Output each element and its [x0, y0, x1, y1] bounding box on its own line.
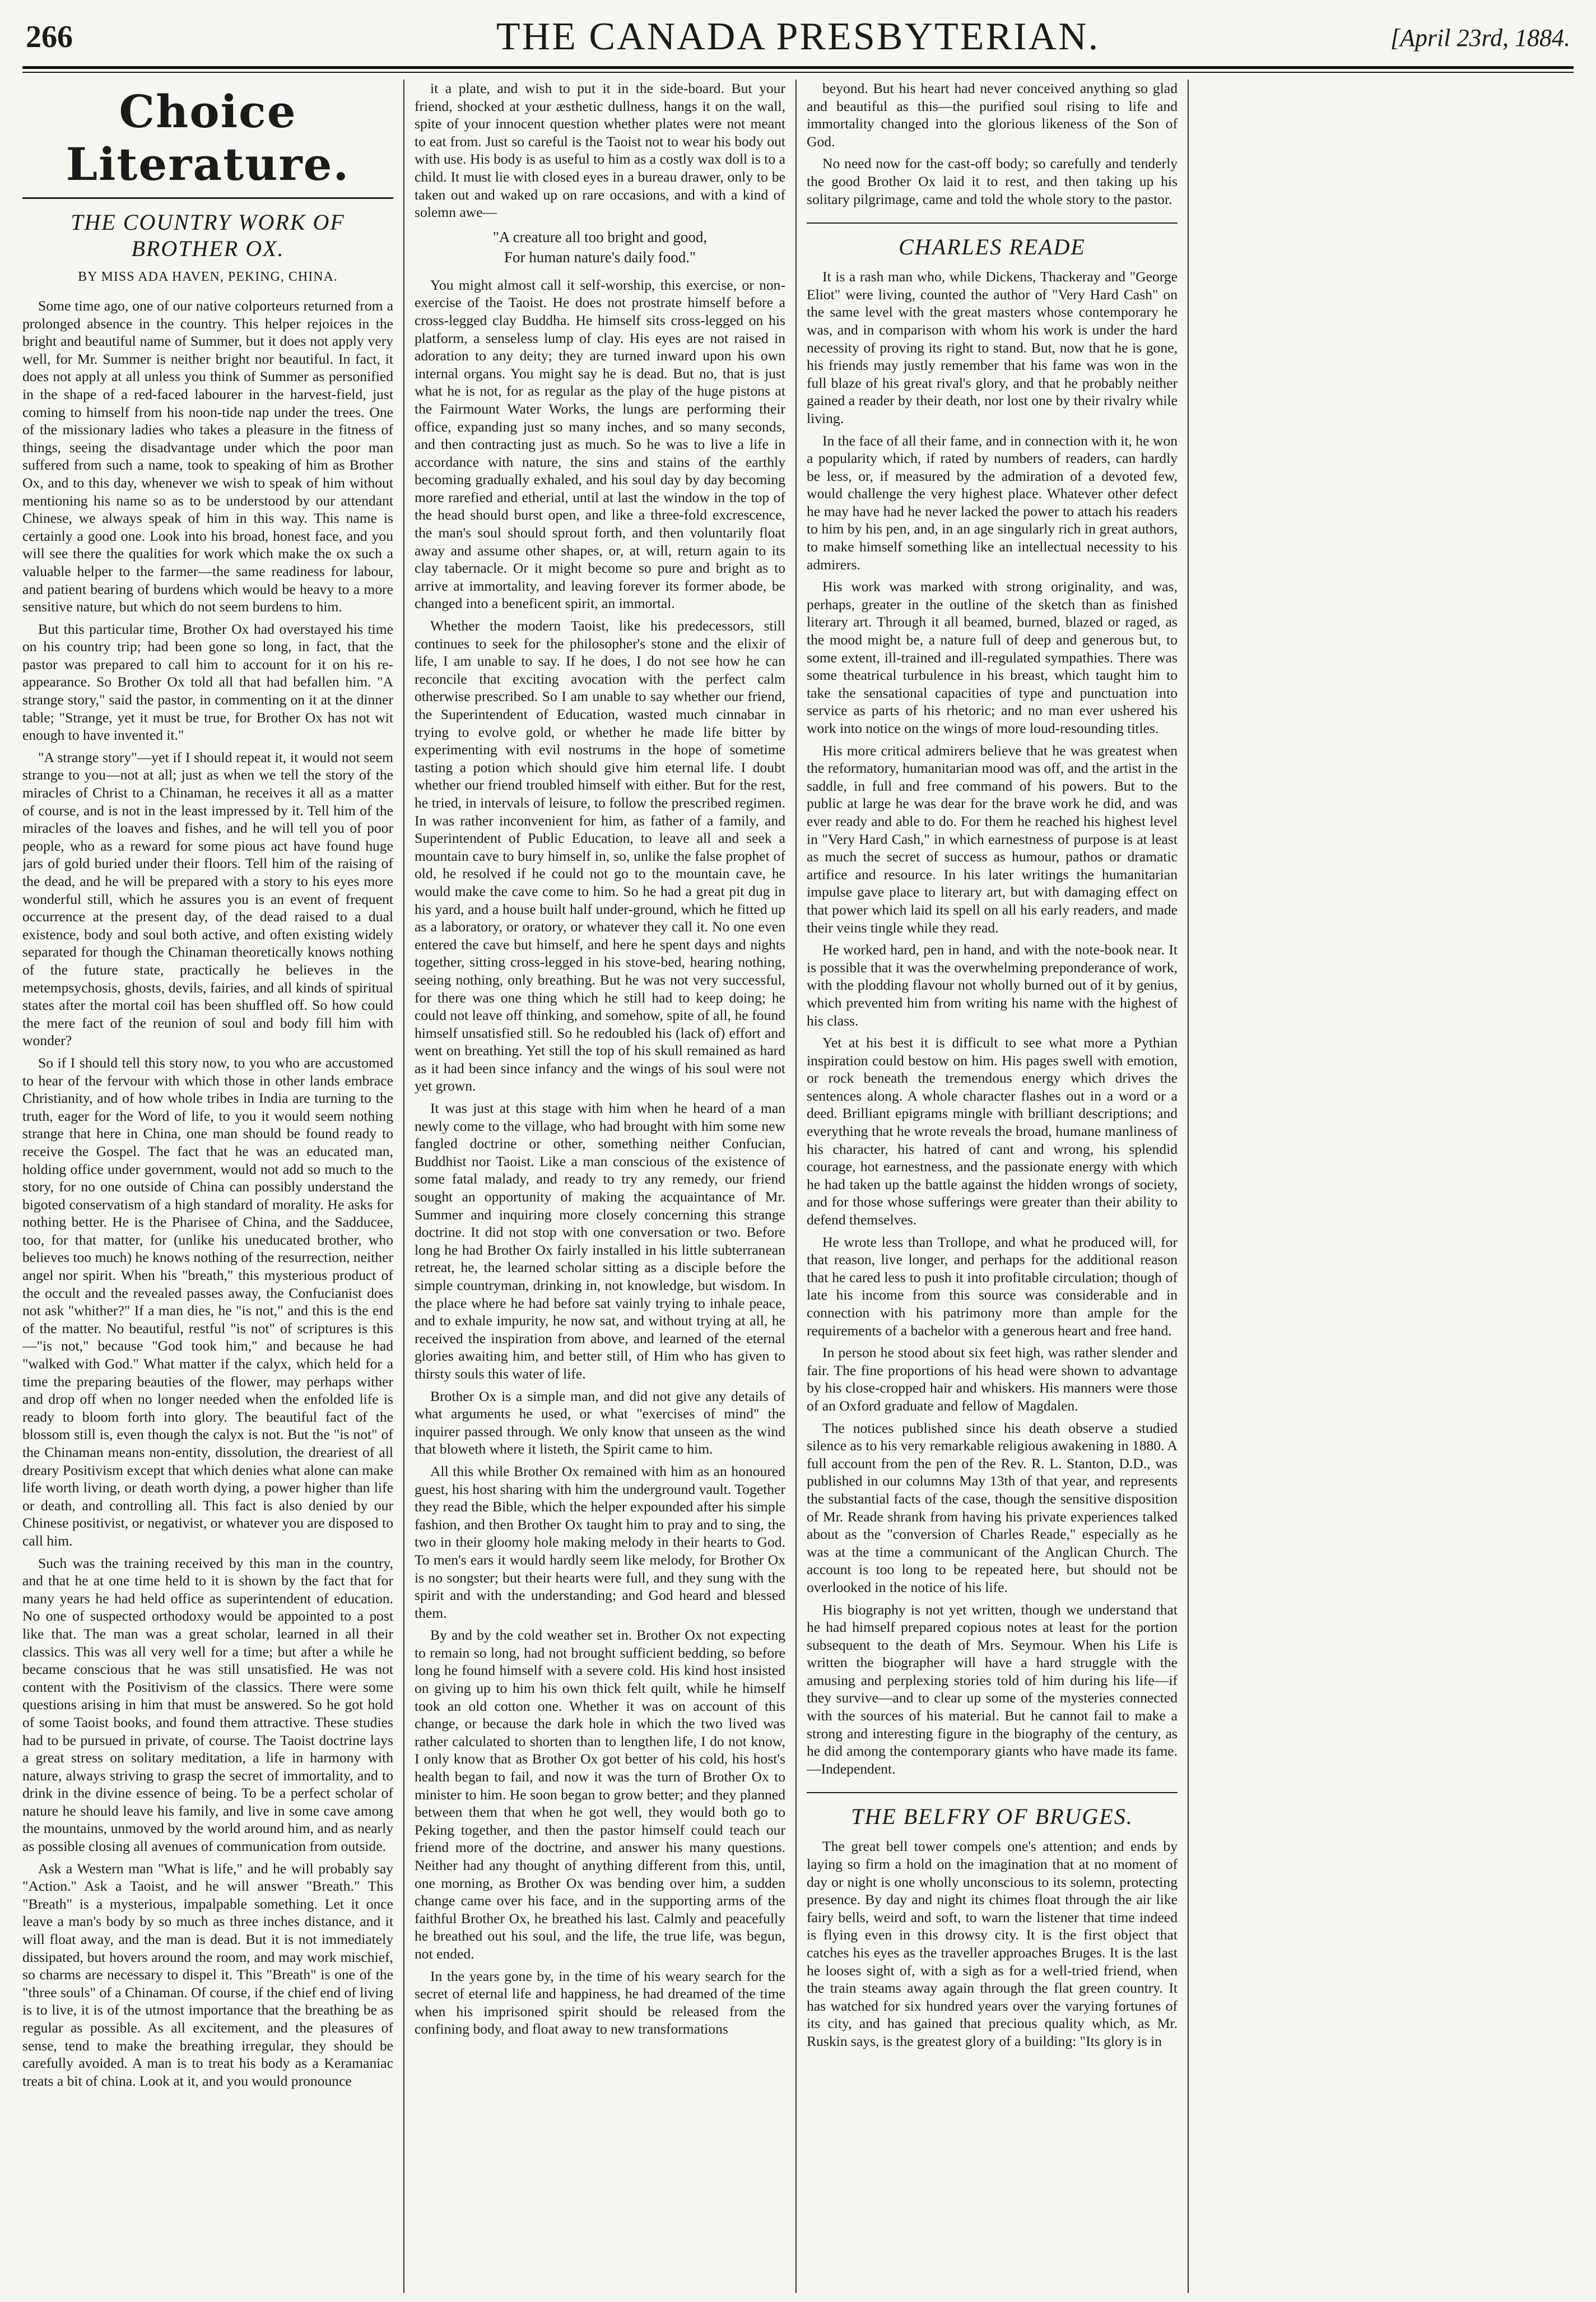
column-divider	[795, 80, 797, 2293]
paragraph: It is a rash man who, while Dickens, Thackeray and "George Eliot" were living, counted the author of "Very Hard Cash" on the same level with the great masters whose contemporary he was, and in comparison with whom his work is under the hard necessity of proving its right to stand. But, now that he is gone, his friends may justly remember that his fame was won in the full blaze of his great rival's glory, and that he probably neither gained a reader by their death, nor lost one by their rivalry while living.	[807, 268, 1178, 426]
paragraph: All this while Brother Ox remained with him as an honoured guest, his host sharing with him the underground vault. Together they read the Bible, which the helper expounded after his simple fashion, and then Brother Ox taught him to pray and to sing, the two in their gloomy hole making melody in their hearts to God. To men's ears it would hardly seem like melody, for Brother Ox is no songster; but their hearts were full, and they sung with the spirit and with the understanding; and God heard and blessed them.	[415, 1463, 785, 1621]
paragraph: No need now for the cast-off body; so carefully and tenderly the good Brother Ox laid it to rest, and then taking up his solitary pilgrimage, came and told the whole story to the pastor.	[807, 155, 1178, 207]
paragraph: Some time ago, one of our native colporteurs returned from a prolonged absence in the country. This helper rejoices in the bright and beautiful name of Summer, but it does not apply very well, for Mr. Summer is neither bright nor beautiful. In fact, it does not apply at all unless you think of Summer as personified in the shape of a red-faced labourer in the harvest-field, just coming to himself from his noon-tide nap under the trees. One of the missionary ladies who takes a pleasure in the fitness of things, seeing the disadvantage under which the poor man suffered from such a name, took to speaking of him as Brother Ox, and to this day, whenever we wish to speak of him without mentioning his name so as to be understood by our attendant Chinese, we always speak of him in this way. This name is certainly a good one. Look into his broad, honest face, and you will see there the qualities for work which make the ox such a valuable helper to the farmer—the same readiness for labour, and patient bearing of burdens which would be heavy to a more sensitive nature, but which do not seem burdens to him.	[22, 298, 393, 615]
article-title: CHARLES READE	[807, 222, 1178, 260]
section-heading: Choice Literature.	[22, 85, 393, 199]
paragraph: His more critical admirers believe that he was greatest when the reformatory, humanitarian mood was off, and the artist in the saddle, in full and free command of his powers. But to the public at large he was dear for the brave work he did, and was ever ready and able to do. For them he reached his highest level in "Very Hard Cash," in which earnestness of purpose is at least as much the secret of success as humour, pathos or dramatic artifice and resource. In his later writings the humanitarian impulse gave place to literary art, but with damaging effect on that power which laid its spell on all his early readers, and made their veins tingle while they read.	[807, 742, 1178, 936]
header-rule	[22, 66, 1574, 69]
column-2	[415, 80, 785, 2293]
paragraph: But this particular time, Brother Ox had overstayed his time on his country trip; had been gone so long, in fact, that the pastor was prepared to call him to account for it on his re-appearance. So Brother Ox told all that had befallen him. "A strange story," said the pastor, in commenting on it at the dinner table; "Strange, yet it must be true, for Brother Ox has not wit enough to have invented it."	[22, 620, 393, 744]
column-3	[807, 80, 1178, 2293]
article-body	[22, 297, 393, 2090]
article-body	[807, 268, 1178, 1777]
page-columns	[22, 80, 1574, 2293]
poem-line: For human nature's daily food."	[504, 248, 696, 266]
paragraph: You might almost call it self-worship, this exercise, or non-exercise of the Taoist. He does not prostrate himself before a cross-legged clay Buddha. He himself sits cross-legged on his platform, a senseless lump of clay. His eyes are not raised in adoration to any deity; they are turned inward upon his own internal organs. You might say he is dead. But no, that is just what he is not, for as regular as the play of the huge pistons at the Fairmount Water Works, the lungs are performing their office, expanding just so many inches, and so many seconds, and then contracting just as much. So he was to live a life in accordance with nature, the sins and stains of the earthly becoming gradually exhaled, and his soul day by day becoming more rarefied and etherial, until at last the window in the top of the head should burst open, and like a three-fold excrescence, the man's soul should sprout forth, and then voluntarily float away and assume other shapes, or, at will, return again to its clay tabernacle. Or it might become so pure and bright as to arrive at immortality, and leaving forever its former abode, be changed into a beneficent spirit, an immortal.	[415, 276, 785, 612]
page-number: 266	[26, 20, 73, 54]
paragraph: He worked hard, pen in hand, and with the note-book near. It is possible that it was the overwhelming preponderance of work, with the plodding flavour not wholly burned out of it by genius, which prevented him from writing his name with the highest of his class.	[807, 941, 1178, 1029]
poem-quote	[415, 227, 785, 267]
column-4	[1199, 80, 1574, 2293]
article-title: THE BELFRY OF BRUGES.	[807, 1792, 1178, 1830]
paragraph: He wrote less than Trollope, and what he produced will, for that reason, live longer, and perhaps for the additional reason that he cared less to push it into profitable circulation; though of late his income from this source was considerable and in connection with his patrimony more than ample for the requirements of a bachelor with a generous heart and free hand.	[807, 1233, 1178, 1339]
paragraph: Brother Ox is a simple man, and did not give any details of what arguments he used, or what "exercises of mind" the inquirer passed through. We only know that unseen as the wind that bloweth where it listeth, the Spirit came to him.	[415, 1387, 785, 1458]
poem-line: "A creature all too bright and good,	[492, 228, 708, 245]
article-body	[415, 80, 785, 221]
paragraph: So if I should tell this story now, to you who are accustomed to hear of the fervour with which those in other lands embrace Christianity, and of how whole tribes in India are turning to the truth, eager for the Word of life, to you it would seem nothing strange that here in China, one man should be found ready to receive the Gospel. The fact that he was an educated man, holding office under government, would not add so much to the story, for no one outside of China can possibly understand the bigoted conservatism of a high standard of morality. He asks for nothing better. He is the Pharisee of China, and the Sadducee, too, for that matter, for (unlike his uneducated brother, who believes too much) he knows nothing of the resurrection, neither angel nor spirit. When his "breath," this mysterious product of the occult and the revealed passes away, the Confucianist does not ask "whither?" If a man dies, he "is not," and this is the end of the matter. No beautiful, restful "is not" of scriptures is this—"is not," because "God took him," and because he had "walked with God." What matter if the calyx, which held for a time the preparing beauties of the flower, may perhaps wither and drop off when no longer needed when the enfolded life is ready to bloom forth into glory. The beautiful fact of the blossom still is, even though the calyx is not. But the "is not" of the Chinaman means non-entity, dissolution, the dreariest of all dreary Positivism except that which denies what alone can make life worth living, or death worth dying, a power higher than life or death, and controlling all. This fact is also denied by our Chinese positivist, or negativist, or whatever you are disposed to call him.	[22, 1054, 393, 1549]
paragraph: His biography is not yet written, though we understand that he had himself prepared copious notes at least for the portion subsequent to the death of Mrs. Seymour. When his Life is written the biographer will have a hard struggle with the amusing and perplexing stories told of him during his life—if they survive—and to clear up some of the mysteries connected with the sources of his material. But he cannot fail to make a strong and interesting figure in the biography of the century, as he did among the contemporary giants who have made its fame.—Independent.	[807, 1601, 1178, 1777]
paragraph: In person he stood about six feet high, was rather slender and fair. The fine proportions of his head were shown to advantage by his close-cropped hair and whiskers. His manners were those of an Oxford graduate and fellow of Magdalen.	[807, 1344, 1178, 1414]
paragraph: beyond. But his heart had never conceived anything so glad and beautiful as this—the purified soul rising to life and immortality changed into the glorious likeness of the Son of God.	[807, 80, 1178, 150]
article-title: THE COUNTRY WORK OF BROTHER OX.	[71, 210, 345, 261]
column-divider	[403, 80, 404, 2293]
column-1	[22, 80, 393, 2293]
column-divider	[1188, 80, 1189, 2293]
masthead: THE CANADA PRESBYTERIAN.	[496, 15, 1100, 58]
article-byline: BY MISS ADA HAVEN, PEKING, CHINA.	[78, 270, 338, 284]
article-body	[415, 276, 785, 2038]
paragraph: In the face of all their fame, and in connection with it, he won a popularity which, if rated by numbers of readers, can hardly be less, or, if measured by the admiration of a devoted few, would challenge the very highest place. Whatever other defect he may have had he never lacked the power to attach his readers to him by his pen, and, in an age singularly rich in great authors, to make himself something like an intellectual necessity to his admirers.	[807, 432, 1178, 573]
paragraph: His work was marked with strong originality, and was, perhaps, greater in the outline of the sketch than as finished literary art. Through it all beamed, burned, blazed or raged, as the mood might be, a nature full of deep and generous but, to some extent, ill-trained and ill-regulated sympathies. There was some theatrical turbulence in his breast, which taught him to take the sensational capacities of type and punctuation into service as parts of his rhetoric; and no man ever ushered his work into notice on the wings of more loud-resounding titles.	[807, 578, 1178, 736]
paragraph: In the years gone by, in the time of his weary search for the secret of eternal life and happiness, he had dreamed of the time when his imprisoned spirit should be released from the confining body, and float away to new transformations	[415, 1967, 785, 2038]
article-body	[807, 80, 1178, 208]
paragraph: The notices published since his death observe a studied silence as to his very remarkable religious awakening in 1880. A full account from the pen of the Rev. R. L. Stanton, D.D., was published in our columns May 13th of that year, and represents the substantial facts of the case, though the sensitive disposition of Mr. Reade shrank from having his private experiences talked about as the "conversion of Charles Reade," especially as he was at the time a communicant of the Anglican Church. The account is too long to be repeated here, but should not be overlooked in the notice of his life.	[807, 1419, 1178, 1595]
header-rule-thin	[22, 72, 1574, 73]
paragraph: It was just at this stage with him when he heard of a man newly come to the village, who had brought with him some new fangled doctrine or other, something neither Confucian, Buddhist nor Taoist. Like a man conscious of the existence of some fatal malady, and ready to try any remedy, our friend sought an opportunity of making the acquaintance of Mr. Summer and inquiring more closely concerning this strange doctrine. It did not stop with one conversation or two. Before long he had Brother Ox fairly installed in his little subterranean retreat, he, the learned scholar sitting as a disciple before the simple countryman, drinking in, not knowledge, but wisdom. In the place where he had before sat vainly trying to inhale peace, and to exhale impurity, he now sat, and without trying at all, he received the inspiration from above, and learned of the eternal glories awaiting him, and better still, of Him who has given to thirsty souls this water of life.	[415, 1100, 785, 1382]
page-header	[22, 11, 1574, 63]
issue-date: [April 23rd, 1884.	[1390, 24, 1570, 52]
paragraph: The great bell tower compels one's attention; and ends by laying so firm a hold on the imagination that at no moment of day or night is one wholly unconscious to its solemn, protecting presence. By day and night its chimes float through the air like fairy bells, weird and soft, to warn the listener that time indeed is flying even in this drowsy city. It is the first object that catches his eyes as the traveller approaches Bruges. It is the last he looses sight of, with a sigh as for a well-tried friend, when the train steams away again through the flat green country. It has watched for six hundred years over the varying fortunes of its city, and has gained that precious quality which, as Mr. Ruskin says, is the greatest glory of a building: "Its glory is in	[807, 1838, 1178, 2049]
paragraph: Whether the modern Taoist, like his predecessors, still continues to seek for the philosopher's stone and the elixir of life, I am unable to say. If he does, I do not see how he can reconcile that exciting avocation with the perfect calm otherwise prescribed. So I am unable to say whether our friend, the Superintendent of Education, wasted much cinnabar in trying to evolve gold, or whether he made life bitter by experimenting with evil nostrums in the hope of sometime tasting a potion which should give him eternal life. I doubt whether our friend troubled himself with either. But for the rest, he tried, in intervals of leisure, to follow the prescribed regimen. In was rather inconvenient for him, as father of a family, and Superintendent of Public Education, to leave all and seek a mountain cave to bury himself in, so, unlike the false prophet of old, he resolved if he could not go to the mountain cave, he would make the cave come to him. So he had a great pit dug in his yard, and a house built half under-ground, which he fitted up as a laboratory, or oratory, or whatever they call it. No one even entered the cave but himself, and here he spent days and nights together, sitting cross-legged in his stove-bed, hearing nothing, seeing nothing, only breathing. But he was not very successful, for there was one thing which he still had to keep doing; he could not leave off thinking, and somehow, spite of all, he found himself unsatisfied still. So he redoubled his (lack of) effort and went on breathing. Yet still the top of his skull remained as hard as it had been since infancy and the wings of his soul were not yet grown.	[415, 618, 785, 1094]
paragraph: Such was the training received by this man in the country, and that he at one time held to it is shown by the fact that for many years he had held office as superintendent of education. No one of suspected orthodoxy would be appointed to a post like that. The man was a great scholar, learned in all their classics. This was all very well for a time; but after a while he became conscious that he was still unsatisfied. He was not content with the Positivism of the classics. There were some questions arising in him that must be answered. So he got hold of some Taoist books, and found them attractive. These studies had to be pursued in private, of course. The Taoist doctrine lays a great stress on solitary meditation, a life in harmony with nature, always striving to grasp the secret of immortality, and to drink in the divine essence of being. To be a perfect scholar of nature he should leave his family, and live in some cave among the mountains, unmoved by the world around him, and as nearly as possible closing all avenues of communication from outside.	[22, 1554, 393, 1855]
article-body	[807, 1837, 1178, 2050]
paragraph: By and by the cold weather set in. Brother Ox not expecting to remain so long, had not brought sufficient bedding, so before long he found himself with a severe cold. His kind host insisted on giving up to him his own thick felt quilt, while he himself took an old cotton one. Whether it was on account of this change, or because the dark hole in which the two lived was rather calculated to shorten than to lengthen life, I do not know, I only know that as Brother Ox got better of his cold, his host's health began to fail, and now it was the turn of Brother Ox to minister to him. He soon began to grow better; and they planned between them that when he got well, they would both go to Peking together, and then the pastor himself could teach our friend more of the doctrine, and answer his many questions. Neither had any thought of anything different from this, until, one morning, as Brother Ox was bending over him, a sudden change came over his face, and in the supporting arms of the faithful Brother Ox, he breathed his last. Calmly and peacefully he breathed out his soul, and the life, the true life, was begun, not ended.	[415, 1627, 785, 1962]
paragraph: Yet at his best it is difficult to see what more a Pythian inspiration could bestow on him. His pages swell with emotion, or rock beneath the tremendous energy which drives the sentences along. A whole character flashes out in a word or a deed. Brilliant epigrams mingle with brilliant descriptions; and everything that he wrote reveals the broad, humane manliness of his character, his hatred of cant and wrong, his splendid courage, hot earnestness, and the passionate energy with which he had taken up the battle against the hidden wrongs of society, and for those whose sufferings were greater than their ability to defend themselves.	[807, 1034, 1178, 1228]
paragraph: Ask a Western man "What is life," and he will probably say "Action." Ask a Taoist, and he will answer "Breath." This "Breath" is a mysterious, impalpable something. Let it once leave a man's body by so much as three inches distance, and it will float away, and the man is dead. But it is not immediately dissipated, but hovers around the room, and may work mischief, so charms are necessary to dispel it. This "Breath" is one of the "three souls" of a Chinaman. Of course, if the chief end of living is to live, it is of the utmost importance that the breathing be as regular as possible. As all excitement, and the pleasures of sense, tend to make the breathing irregular, they should be carefully avoided. A man is to treat his body as a Keramaniac treats a bit of china. Look at it, and you would pronounce	[22, 1860, 393, 2089]
paragraph: it a plate, and wish to put it in the side-board. But your friend, shocked at your æsthetic dullness, hangs it on the wall, spite of your innocent question whether plates were not meant to eat from. Just so careful is the Taoist not to wear his body out with use. His body is as useful to him as a costly wax doll is to a child. It must lie with closed eyes in a bureau drawer, only to be taken out and waked up on rare occasions, and with a kind of solemn awe—	[415, 80, 785, 221]
paragraph: "A strange story"—yet if I should repeat it, it would not seem strange to you—not at all; just as when we tell the story of the miracles of Christ to a Chinaman, he receives it all as a matter of course, and is not in the least impressed by it. Tell him of the miracles of the loaves and fishes, and he will tell you of poor people, who as a reward for some pious act have found huge jars of gold buried under their floors. Tell him of the raising of the dead, and he will be prepared with a story to his eyes more wonderful still, which he assures you is an event of frequent occurrence at the present day, of the dead raised to a dual existence, body and soul both active, and often existing widely separated for though the Chinaman theoretically knows nothing of the future state, practically he believes in the metempsychosis, ghosts, devils, fairies, and all kinds of spiritual states after the mortal coil has been shuffled off. So how could the mere fact of the reunion of soul and body fill him with wonder?	[22, 749, 393, 1049]
